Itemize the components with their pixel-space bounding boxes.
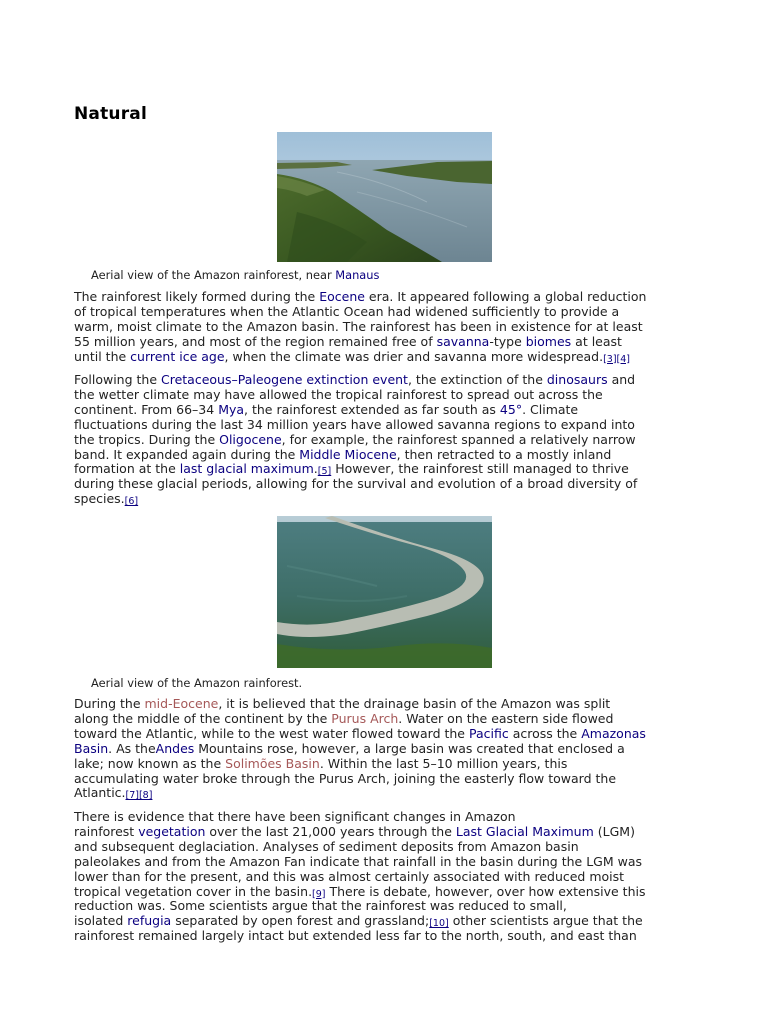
mya-link[interactable]: Mya xyxy=(218,401,245,417)
eocene-link[interactable]: Eocene xyxy=(319,289,365,304)
pacific-link[interactable]: Pacific xyxy=(468,725,509,741)
current-ice-age-link[interactable]: current ice age xyxy=(130,348,225,364)
paragraph-4: There is evidence that there have been significant changes in Amazon rainforest vegetation over the last 21,000 years through the Last Glacial Maximum (LGM) and subsequent deglaciation. Analyses of sediment deposits from Amazon basin paleolakes and from the Amazon Fan indicate that rainfall in the basin during the LGM was lower than for the present, and this was almost certainly associated with reduced moist tropical vegetation cover in the basin.[9] There is debate, however, over how extensive this reduction was. Some scientists argue that the rainforest was reduced to small, isolated refugia separated by open forest and grassland;[10] other scientists argue that the rainforest remained largely intact but extended less far to the north, south, and east than xyxy=(74,809,646,944)
figure-caption-2: Aerial view of the Amazon rainforest. xyxy=(91,676,303,690)
amazon-manaus-image xyxy=(277,132,492,262)
oligocene-link[interactable]: Oligocene xyxy=(219,431,282,447)
amazon-aerial-photo[interactable] xyxy=(277,516,492,668)
savanna-link[interactable]: savanna xyxy=(436,333,490,349)
last-glacial-maximum-link[interactable]: last glacial maximum xyxy=(179,461,314,477)
45-degrees-link[interactable]: 45° xyxy=(499,401,523,417)
figure-caption-1: Aerial view of the Amazon rainforest, near Manaus xyxy=(91,268,380,282)
paragraph-2: Following the Cretaceous–Paleogene extinction event, the extinction of the dinosaurs and the wetter climate may have allowed the tropical rainforest to spread out across the continent. From 66–34 Mya, the rainforest extended as far south as 45°. Climate fluctuations during the last 34 million years have allowed savanna regions to expand into the tropics. During the Oligocene, for example, the rainforest spanned a relatively narrow band. It expanded again during the Middle Miocene, then retracted to a mostly inland formation at the last glacial maximum.[5] However, the rainforest still managed to thrive during these glacial periods, allowing for the survival and evolution of a broad diversity of species.[6] xyxy=(74,372,638,508)
refugia-link[interactable]: refugia xyxy=(127,913,172,929)
purus-arch-link[interactable]: Purus Arch xyxy=(331,710,399,726)
mid-eocene-link[interactable]: mid-Eocene xyxy=(144,696,219,711)
citation-10[interactable]: [10] xyxy=(429,918,449,930)
amazon-manaus-photo[interactable] xyxy=(277,132,492,262)
last-glacial-maximum-link-2[interactable]: Last Glacial Maximum xyxy=(455,823,594,839)
section-heading: Natural xyxy=(74,104,148,124)
paragraph-3: During the mid-Eocene, it is believed that the drainage basin of the Amazon was split along the middle of the continent by the Purus Arch. Water on the eastern side flowed toward the Atlantic, while to the west water flowed toward the Pacific across the Amazonas Basin. As theAndes Mountains rose, however, a large basin was created that enclosed a lake; now known as the Solimões Basin. Within the last 5–10 million years, this accumulating water broke through the Purus Arch, joining the easterly flow toward the Atlantic.[7][8] xyxy=(74,696,646,802)
amazonas-basin-link-cont[interactable]: Basin xyxy=(74,740,109,756)
manaus-link[interactable]: Manaus xyxy=(335,268,380,282)
citation-6[interactable]: [6] xyxy=(124,496,139,508)
dinosaurs-link[interactable]: dinosaurs xyxy=(546,372,608,387)
middle-miocene-link[interactable]: Middle Miocene xyxy=(299,446,397,462)
citation-7-8[interactable]: [7][8] xyxy=(125,790,153,802)
biomes-link[interactable]: biomes xyxy=(525,333,572,349)
andes-link[interactable]: Andes xyxy=(155,740,195,756)
paragraph-1: The rainforest likely formed during the Eocene era. It appeared following a global reduction of tropical temperatures when the Atlantic Ocean had widened sufficiently to provide a warm, moist climate to the Amazon basin. The rainforest has been in existence for at least 55 million years, and most of the region remained free of savanna-type biomes at least until the current ice age, when the climate was drier and savanna more widespread.[3][4] xyxy=(74,289,647,365)
citation-5[interactable]: [5] xyxy=(317,466,332,478)
citation-9[interactable]: [9] xyxy=(312,888,326,900)
solimoes-basin-link[interactable]: Solimões Basin xyxy=(225,755,320,771)
amazonas-basin-link[interactable]: Amazonas xyxy=(581,725,646,741)
citation-3-4[interactable]: [3][4] xyxy=(603,353,630,365)
kpg-extinction-link[interactable]: Cretaceous–Paleogene extinction event xyxy=(161,372,408,387)
vegetation-link[interactable]: vegetation xyxy=(138,823,206,839)
amazon-aerial-image xyxy=(277,516,492,668)
